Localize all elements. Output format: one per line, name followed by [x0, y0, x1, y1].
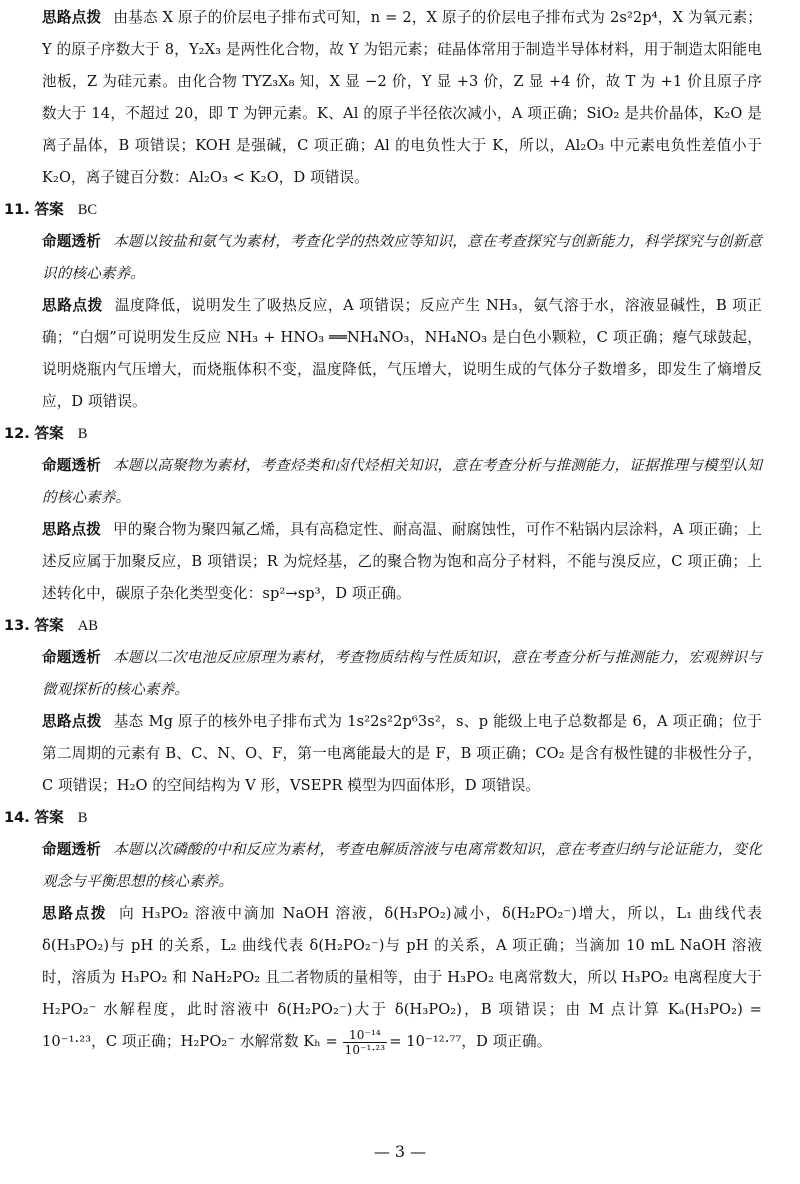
q14-answer: [4, 802, 762, 834]
q11-analysis: [42, 290, 762, 418]
q13-answer-value: AB: [77, 618, 98, 634]
answer-label: 答案: [34, 617, 64, 634]
q12-intent: [42, 450, 762, 514]
q14-intent-text: 本题以次磷酸的中和反应为素材，考查电解质溶液与电离常数知识，意在考查归纳与论证能力，变化观念与平衡思想的核心素养。: [42, 841, 763, 890]
q11-answer-value: BC: [77, 202, 98, 218]
q14-number: 14.: [4, 809, 30, 826]
intent-label: 命题透析: [42, 233, 102, 250]
intent-label: 命题透析: [42, 841, 102, 858]
q11-intent-text: 本题以铵盐和氨气为素材，考查化学的热效应等知识，意在考查探究与创新能力，科学探究与创新意识的核心素养。: [42, 233, 763, 282]
q12-answer-value: B: [77, 426, 88, 442]
q13-intent-text: 本题以二次电池反应原理为素材，考查物质结构与性质知识，意在考查分析与推测能力，宏观辨识与微观探析的核心素养。: [42, 649, 763, 698]
answer-label: 答案: [34, 425, 64, 442]
answer-label: 答案: [34, 201, 64, 218]
q11-intent: [42, 226, 762, 290]
q14-intent: [42, 834, 762, 898]
q14-analysis-tail: = 10⁻¹²·⁷⁷，D 项正确。: [389, 1033, 552, 1050]
intent-label: 命题透析: [42, 457, 102, 474]
q11-analysis-text: 温度降低，说明发生了吸热反应，A 项错误；反应产生 NH₃，氨气溶于水，溶液显碱性，B 项正确；“白烟”可说明发生反应 NH₃ + HNO₃ ══NH₄NO₃，NH₄NO₃ 是白色小颗粒，C 项正确；瘪气球鼓起，说明烧瓶内气压增大，而烧瓶体积不变，温度降低，气压增大，说明生成的气体分子数增多，即发生了熵增反应，D 项错误。: [42, 297, 762, 410]
analysis-label: 思路点拨: [42, 297, 103, 314]
hydrolysis-fraction: [343, 1028, 388, 1057]
answer-label: 答案: [34, 809, 64, 826]
q11-answer: [4, 194, 762, 226]
q13-intent: [42, 642, 762, 706]
q10-analysis-text: 由基态 X 原子的价层电子排布式可知，n = 2，X 原子的价层电子排布式为 2s²2p⁴，X 为氧元素；Y 的原子序数大于 8，Y₂X₃ 是两性化合物，故 Y 为铝元素；硅晶体常用于制造半导体材料，用于制造太阳能电池板，Z 为硅元素。由化合物 TYZ₃X₈ 知，X 显 −2 价，Y 显 +3 价，Z 显 +4 价，故 T 为 +1 价且原子序数大于 14，不超过 20，即 T 为钾元素。K、Al 的原子半径依次减小，A 项正确；SiO₂ 是共价晶体，K₂O 是离子晶体，B 项错误；KOH 是强碱，C 项正确；Al 的电负性大于 K，所以，Al₂O₃ 中元素电负性差值小于 K₂O，离子键百分数：Al₂O₃ < K₂O，D 项错误。: [42, 9, 762, 186]
q12-answer: [4, 418, 762, 450]
q13-number: 13.: [4, 617, 30, 634]
q13-analysis-text: 基态 Mg 原子的核外电子排布式为 1s²2s²2p⁶3s²，s、p 能级上电子总数都是 6，A 项正确；位于第二周期的元素有 B、C、N、O、F，第一电离能最大的是 F，B 项正确；CO₂ 是含有极性键的非极性分子，C 项错误；H₂O 的空间结构为 V 形，VSEPR 模型为四面体形，D 项错误。: [42, 713, 762, 794]
intent-label: 命题透析: [42, 649, 102, 666]
page-number: — 3 —: [373, 1142, 427, 1161]
q12-analysis-text: 甲的聚合物为聚四氟乙烯，具有高稳定性、耐高温、耐腐蚀性，可作不粘锅内层涂料，A 项正确；上述反应属于加聚反应，B 项错误；R 为烷烃基，乙的聚合物为饱和高分子材料，不能与溴反应，C 项正确；上述转化中，碳原子杂化类型变化：sp²→sp³，D 项正确。: [42, 521, 762, 602]
q14-analysis: [42, 898, 762, 1058]
q12-intent-text: 本题以高聚物为素材，考查烃类和卤代烃相关知识，意在考查分析与推测能力，证据推理与模型认知的核心素养。: [42, 457, 763, 506]
q12-number: 12.: [4, 425, 30, 442]
q11-number: 11.: [4, 201, 30, 218]
q13-analysis: [42, 706, 762, 802]
fraction-denominator: 10⁻¹·²³: [344, 1042, 386, 1057]
analysis-label: 思路点拨: [42, 9, 102, 26]
q14-answer-value: B: [77, 810, 88, 826]
analysis-label: 思路点拨: [42, 521, 101, 538]
q13-answer: [4, 610, 762, 642]
q14-analysis-text: 向 H₃PO₂ 溶液中滴加 NaOH 溶液，δ(H₃PO₂)减小，δ(H₂PO₂⁻)增大，所以，L₁ 曲线代表 δ(H₃PO₂)与 pH 的关系，L₂ 曲线代表 δ(H₂PO₂⁻)与 pH 的关系，A 项正确；当滴加 10 mL NaOH 溶液时，溶质为 H₃PO₂ 和 NaH₂PO₂ 且二者物质的量相等，由于 H₃PO₂ 电离常数大，所以 H₃PO₂ 电离程度大于 H₂PO₂⁻ 水解程度，此时溶液中 δ(H₂PO₂⁻)大于 δ(H₃PO₂)，B 项错误；由 M 点计算 Kₐ(H₃PO₂) = 10⁻¹·²³，C 项正确；H₂PO₂⁻ 水解常数 Kₕ =: [42, 905, 762, 1050]
q10-analysis: [42, 0, 762, 194]
analysis-label: 思路点拨: [42, 713, 102, 730]
analysis-label: 思路点拨: [42, 905, 108, 922]
q12-analysis: [42, 514, 762, 610]
fraction-numerator: 10⁻¹⁴: [343, 1028, 388, 1043]
